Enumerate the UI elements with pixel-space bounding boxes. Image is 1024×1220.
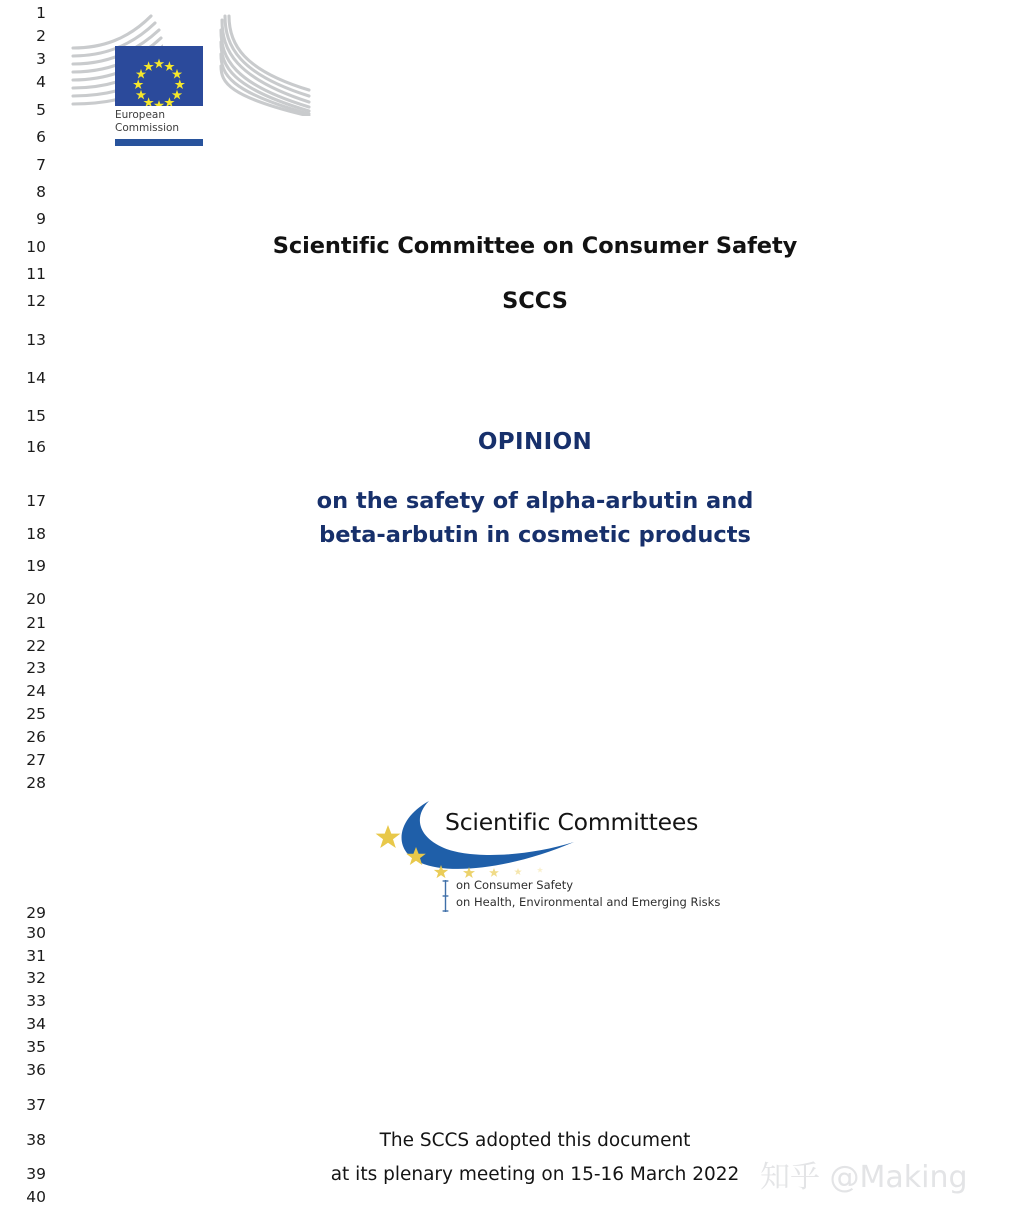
ec-logo-text-line-2: Commission bbox=[115, 121, 180, 134]
line-number: 38 bbox=[26, 1131, 46, 1149]
line-number: 29 bbox=[26, 904, 46, 922]
line-number: 14 bbox=[26, 369, 46, 387]
eu-flag-icon bbox=[115, 46, 203, 106]
committee-acronym: SCCS bbox=[502, 288, 568, 314]
line-number: 24 bbox=[26, 682, 46, 700]
line-number: 27 bbox=[26, 751, 46, 769]
line-number: 5 bbox=[36, 101, 46, 119]
line-number: 22 bbox=[26, 637, 46, 655]
eu-stars-icon bbox=[115, 46, 203, 106]
line-number: 31 bbox=[26, 947, 46, 965]
line-number: 11 bbox=[26, 265, 46, 283]
opinion-subtitle-line-2: beta-arbutin in cosmetic products bbox=[319, 522, 751, 548]
line-number: 4 bbox=[36, 73, 46, 91]
opinion-subtitle-line-1: on the safety of alpha-arbutin and bbox=[316, 488, 754, 514]
line-number: 40 bbox=[26, 1188, 46, 1206]
ec-logo-text-line-1: European bbox=[115, 109, 166, 121]
scientific-committees-logo bbox=[366, 795, 726, 920]
line-number: 17 bbox=[26, 492, 46, 510]
sc-subtitle-line-2: on Health, Environmental and Emerging Risks bbox=[456, 894, 721, 909]
line-number: 2 bbox=[36, 27, 46, 45]
line-number: 7 bbox=[36, 156, 46, 174]
adoption-note-line-2: at its plenary meeting on 15-16 March 2022 bbox=[330, 1164, 740, 1185]
line-number: 33 bbox=[26, 992, 46, 1010]
watermark: 知乎 @Making bbox=[760, 1160, 968, 1195]
line-number: 21 bbox=[26, 614, 46, 632]
document-page bbox=[46, 0, 1024, 1220]
sc-subtitle-line-1: on Consumer Safety bbox=[456, 878, 574, 892]
line-number: 3 bbox=[36, 50, 46, 68]
opinion-subtitle bbox=[46, 484, 1024, 552]
line-number: 34 bbox=[26, 1015, 46, 1033]
line-number-gutter bbox=[0, 0, 46, 1220]
line-number: 16 bbox=[26, 438, 46, 456]
line-number: 39 bbox=[26, 1165, 46, 1183]
line-number: 10 bbox=[26, 238, 46, 256]
line-number: 32 bbox=[26, 969, 46, 987]
line-number: 13 bbox=[26, 331, 46, 349]
line-number: 35 bbox=[26, 1038, 46, 1056]
ec-logo-bar bbox=[115, 139, 203, 146]
opinion-label: OPINION bbox=[477, 429, 593, 455]
line-number: 9 bbox=[36, 210, 46, 228]
line-number: 20 bbox=[26, 590, 46, 608]
line-number: 25 bbox=[26, 705, 46, 723]
sc-wordmark: Scientific Committees bbox=[445, 808, 699, 836]
line-number: 30 bbox=[26, 924, 46, 942]
page-title: Scientific Committee on Consumer Safety bbox=[272, 233, 798, 259]
sc-bracket-icon bbox=[442, 880, 449, 912]
line-number: 23 bbox=[26, 659, 46, 677]
line-number: 26 bbox=[26, 728, 46, 746]
line-number: 36 bbox=[26, 1061, 46, 1079]
line-number: 18 bbox=[26, 525, 46, 543]
ec-logo-text bbox=[115, 109, 225, 134]
ec-wing-right-icon bbox=[219, 14, 311, 116]
line-number: 12 bbox=[26, 292, 46, 310]
line-number: 8 bbox=[36, 183, 46, 201]
line-number: 15 bbox=[26, 407, 46, 425]
line-number: 1 bbox=[36, 4, 46, 22]
sc-subtitle-block bbox=[442, 877, 732, 910]
adoption-note-line-1: The SCCS adopted this document bbox=[379, 1130, 691, 1151]
line-number: 19 bbox=[26, 557, 46, 575]
line-number: 28 bbox=[26, 774, 46, 792]
line-number: 6 bbox=[36, 128, 46, 146]
european-commission-logo bbox=[71, 14, 311, 149]
line-number: 37 bbox=[26, 1096, 46, 1114]
